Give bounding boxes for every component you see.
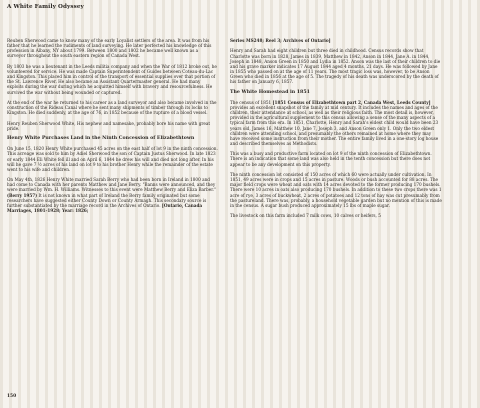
paragraph — [230, 100, 442, 146]
right-column — [230, 38, 442, 224]
citation: (Berry 1957) — [7, 192, 38, 198]
paragraph: Henry and Sarah had eight children but three died in childhood. Census records show that Charlotte was born in 1828, James in 1839, Matthew in 1842, Anson in 1844, Jane A. in 1844, Joseph in 1848, Anson Green in 1850 and Lydia in 1852. Anson was the last of their children to die and his grave marker indicates 17 August 1844 aged 4 months, 21 days. He was followed by Jane in 1855 who passed on at the age of 11 years. The most tragic loss was, however, to be Anson Green who died in 1856 at the age of 5. The tragedy of his death was underscored by the death of his father on January 6, 1857. — [230, 48, 441, 85]
citation: [1851 Census of Elizabethtown part 2, Canada West, Leeds County] — [272, 99, 431, 105]
paragraph: At the end of the war he returned to his career as a land surveyor and also became involved in the construction of the Rideau Canal where he sent many shipments of timber through its locks to Kingston. He died suddenly, at the age of 76, in 1852 because of the rupture of a blood vessel. — [7, 99, 217, 116]
paragraph: The livestock on this farm included 7 milk cows, 10 calves or heifers, 5 — [230, 213, 381, 219]
section-heading: Henry White Purchases Land in the Ninth Concession of Elizabethtown — [7, 136, 195, 142]
text-run: provides an excellent snapshot of the family at mid century. It includes the names and ages of the children, their attendance at school, as well as their religious faith. The most detail is, however, provided in the agricultural supplement to this census allowing a sense of the many aspects of a typical farm from this era. In 1851, Charlotte, Henry and Sarah's eldest child would have been 23 years old, James 16, Matthew 10, Jane 7, Joseph 3, and Anson Green only 1. Only the two eldest children were attending school, and presumably the others remained at home where they may have received some instruction from their mother. The entire family lived in a one-story log house and described themselves as Methodists. — [230, 104, 439, 146]
paragraph: Reuben Sherwood came to know many of the early Loyalist settlers of the area. It was from his father that he learned the rudiments of land surveying. He later perfected his knowledge of this profession in Albany, NY about 1799. Between 1800 and 1802 he became well known as a surveyor throughout the south eastern region of Canada West. — [7, 38, 212, 59]
paragraph — [230, 38, 442, 43]
citation: [Ontario, Canada Marriages, 1801-1928; Year: 1826; — [7, 202, 203, 214]
paragraph: Henry Reuben Sherwood White, His nephew and namesake, probably bore his name with great pride. — [7, 120, 211, 131]
paragraph: By 1803 he was a lieutenant in the Leeds militia company and when the War of 1812 broke out, he volunteered for service. He was made Captain Superintendent of Guides between Coteau-du-Lac and Kingston. This placed him in control of the transport of essential supplies over that portion of the St. Lawrence River. He also became an Assistant Quartermaster general. He had many exploits during the war during which he acquitted himself with bravery and resourcefulness. He survived the war without being wounded or captured. — [7, 63, 217, 95]
page-number: 150 — [7, 394, 17, 399]
paragraph: The ninth concession lot consisted of 150 acres of which 60 were actually under cultivation. In 1851, 49 acres were in crops and 15 acres in pasture. Woods or bush accounted for 88 acres. The major field crops were wheat and oats with 14 acres devoted to the former producing 170 bushels. There were 10 acres in oats also producing 170 bushels. In addition to these two crops there was 1 acre of rye, 3 acres of buckwheat, 2 acres of potatoes and 12 tons of hay was cut presumably from the pastureland. There was, probably, a household vegetable garden but no mention of this is made in the census. A sugar bush produced approximately 15 lbs of maple sugar. — [230, 171, 442, 208]
left-column — [7, 38, 218, 218]
text-run: On May 4th, 1826 Henry White married Sarah Berry who had been born in Ireland in 1800 and had come to Canada with her parents Matthew and Jane Berry. "Banns were announced, and they were married by Wm. H. Williams. Witnesses to this event were Matthew Berry and Eliza Barber." — [7, 177, 216, 193]
text-run: The census of 1851 — [230, 99, 273, 105]
running-header: A White Family Odyssey — [7, 4, 84, 10]
paragraph — [7, 177, 218, 213]
citation: Series MS248; Reel 3; Archives of Ontario] — [230, 38, 331, 43]
paragraph: This was a busy and productive farm located on lot 9 of the ninth concession of Elizabethtown. There is an indication that some land was also held in the tenth concession but there does not appear to be any development on this property. — [230, 151, 432, 167]
text-run: It is not known in what part of Ireland the Berry family originated but some researchers have suggested either County Down or County Armagh. This secondary source is further substantiated by the marriage record in the Archives of Ontario. — [7, 192, 207, 208]
paragraph: On June 15, 1820 Henry White purchased 45 acres on the east half of lot 9 in the ninth concession. This acreage was sold to him by Adiel Sherwood the son of Captain Justus Sherwood. In late 1823 or early 1844 Eli White fell ill and on April 6, 1844 he drew his will and died not long after. In his will he gave 7 ½ acres of his land on lot 9 to his brother Henry while the remainder of the estate went to his wife and children. — [7, 146, 218, 172]
section-heading: The White Homestead in 1851 — [230, 89, 310, 95]
